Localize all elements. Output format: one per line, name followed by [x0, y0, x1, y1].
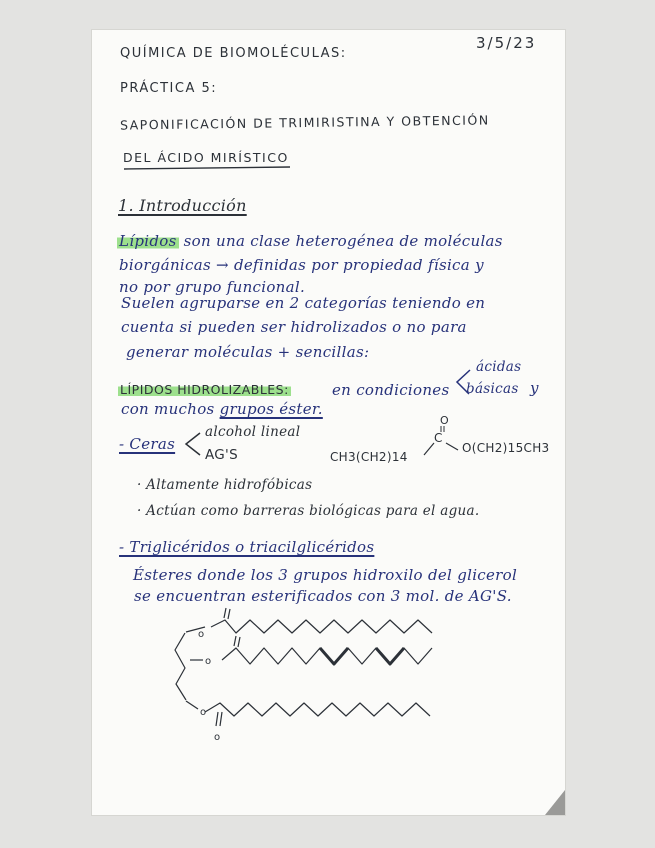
waxes-label-text: - Ceras — [119, 435, 176, 453]
triglycerides-label-text: - Triglicéridos o triacilglicéridos — [119, 538, 375, 556]
highlighted-term-lipidos: Lípidos — [119, 232, 177, 250]
conditions-y: y — [530, 379, 539, 397]
date: 3/5/23 — [476, 34, 537, 52]
triglycerides-line2: se encuentran esterificados con 3 mol. de AG'S. — [134, 587, 512, 605]
conditions-text: en condiciones — [332, 381, 450, 399]
oxygen-label-4: o — [214, 732, 221, 743]
waxes-bullet-hydrophobic: · Altamente hidrofóbicas — [137, 477, 313, 493]
practice-title-line1: SAPONIFICACIÓN DE TRIMIRISTINA Y OBTENCIÓN — [119, 112, 490, 133]
paragraph1-line1-text: son una clase heterogénea de moléculas — [178, 232, 503, 250]
waxes-bullet-barriers: · Actúan como barreras biológicas para el agua. — [137, 503, 480, 519]
practice-title-line2: DEL ÁCIDO MIRÍSTICO — [123, 150, 289, 165]
paragraph1-line2: biorgánicas → definidas por propiedad física y — [119, 256, 484, 274]
paragraph2-line1: Suelen agruparse en 2 categorías teniendo en — [121, 294, 486, 312]
condition-acid: ácidas — [476, 359, 522, 375]
ester-groups-underlined: grupos éster. — [219, 400, 323, 418]
paragraph1-line3: no por grupo funcional. — [119, 278, 306, 296]
triglycerides-line1: Ésteres donde los 3 grupos hidroxilo del glicerol — [133, 566, 518, 584]
course-title: QUÍMICA DE BIOMOLÉCULAS: — [120, 46, 347, 61]
formula-right: O(CH2)15CH3 — [462, 441, 550, 455]
paragraph2-line3: generar moléculas + sencillas: — [126, 343, 370, 361]
oxygen-label-2: o — [205, 656, 212, 667]
linear-alcohol: alcohol lineal — [205, 424, 301, 440]
condition-basic: básicas — [466, 381, 519, 397]
section-heading-introduction: 1. Introducción — [118, 196, 247, 215]
formula-carbonyl-o: O — [440, 414, 449, 427]
formula-left: CH3(CH2)14 — [330, 450, 408, 464]
ester-groups-prefix: con muchos — [121, 400, 220, 418]
fatty-acids-abbrev: AG'S — [205, 447, 238, 463]
paragraph2-line2: cuenta si pueden ser hidrolizados o no para — [121, 318, 467, 336]
oxygen-label-1: o — [198, 629, 205, 640]
hydrolyzable-lipids-highlight: LÍPIDOS HIDROLIZABLES: — [120, 382, 289, 397]
practice-label: PRÁCTICA 5: — [120, 81, 218, 96]
formula-carbonyl-c: C — [434, 431, 443, 445]
oxygen-label-3: o — [200, 707, 207, 718]
